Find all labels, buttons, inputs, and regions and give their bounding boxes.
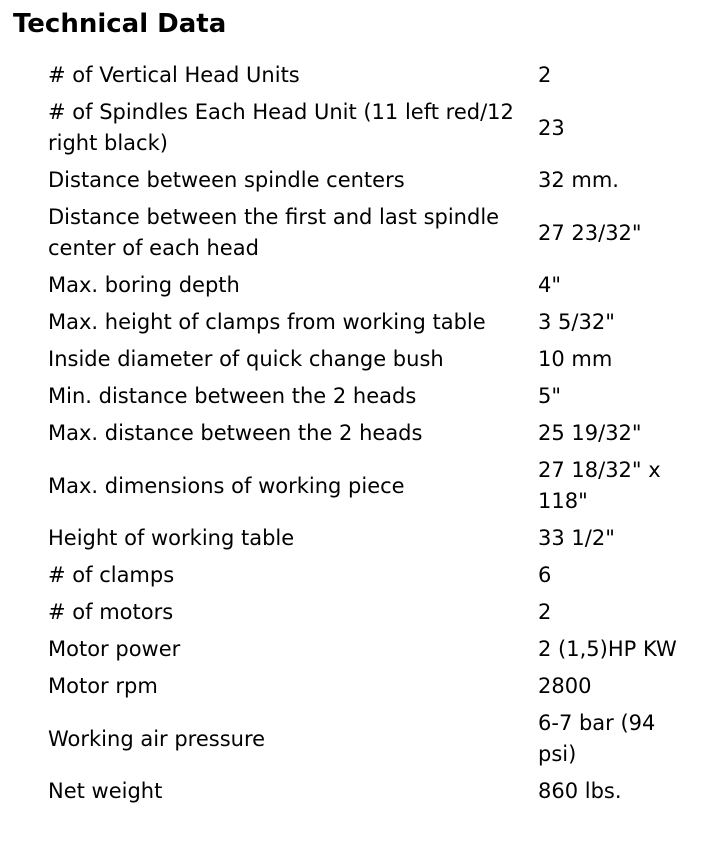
spec-value: 2: [538, 600, 552, 624]
table-row: [44, 162, 680, 199]
spec-label: Motor power: [48, 637, 181, 661]
table-row: [44, 94, 680, 162]
table-row: [44, 415, 680, 452]
spec-label: # of Spindles Each Head Unit (11 left red/12 right black): [48, 100, 514, 155]
spec-value: 860 lbs.: [538, 779, 622, 803]
spec-label: Max. height of clamps from working table: [48, 310, 486, 334]
table-row: [44, 304, 680, 341]
spec-label: Distance between spindle centers: [48, 168, 405, 192]
table-row: [44, 594, 680, 631]
spec-value: 10 mm: [538, 347, 613, 371]
spec-value: 6-7 bar (94 psi): [538, 711, 656, 766]
spec-value: 4": [538, 273, 562, 297]
spec-value: 6: [538, 563, 552, 587]
table-row: [44, 668, 680, 705]
spec-label: Max. boring depth: [48, 273, 240, 297]
spec-value: 2800: [538, 674, 592, 698]
table-row: [44, 773, 680, 810]
spec-value: 5": [538, 384, 562, 408]
technical-data-table-body: [44, 57, 680, 810]
spec-value: 25 19/32": [538, 421, 642, 445]
spec-value: 3 5/32": [538, 310, 615, 334]
technical-data-table: [44, 57, 680, 810]
table-row: [44, 557, 680, 594]
spec-value: 27 18/32" x 118": [538, 458, 661, 513]
table-row: [44, 341, 680, 378]
spec-value: 33 1/2": [538, 526, 615, 550]
table-row: [44, 631, 680, 668]
spec-label: Distance between the first and last spindle center of each head: [48, 205, 500, 260]
spec-value: 32 mm.: [538, 168, 619, 192]
spec-label: Net weight: [48, 779, 163, 803]
table-row: [44, 199, 680, 267]
spec-label: Motor rpm: [48, 674, 158, 698]
spec-value: 2 (1,5)HP KW: [538, 637, 677, 661]
spec-value: 2: [538, 63, 552, 87]
spec-label: # of Vertical Head Units: [48, 63, 300, 87]
spec-label: # of clamps: [48, 563, 175, 587]
spec-label: Max. dimensions of working piece: [48, 473, 405, 498]
spec-label: Height of working table: [48, 526, 295, 550]
spec-label: # of motors: [48, 600, 174, 624]
spec-label: Working air pressure: [48, 726, 266, 751]
table-row: [44, 57, 680, 94]
table-row: [44, 267, 680, 304]
spec-label: Inside diameter of quick change bush: [48, 347, 444, 371]
table-row: [44, 705, 680, 773]
table-row: [44, 452, 680, 520]
table-row: [44, 520, 680, 557]
spec-label: Min. distance between the 2 heads: [48, 384, 417, 408]
spec-label: Max. distance between the 2 heads: [48, 421, 423, 445]
spec-value: 23: [538, 115, 565, 140]
spec-value: 27 23/32": [538, 220, 642, 245]
table-row: [44, 378, 680, 415]
page-title: Technical Data: [13, 9, 227, 39]
